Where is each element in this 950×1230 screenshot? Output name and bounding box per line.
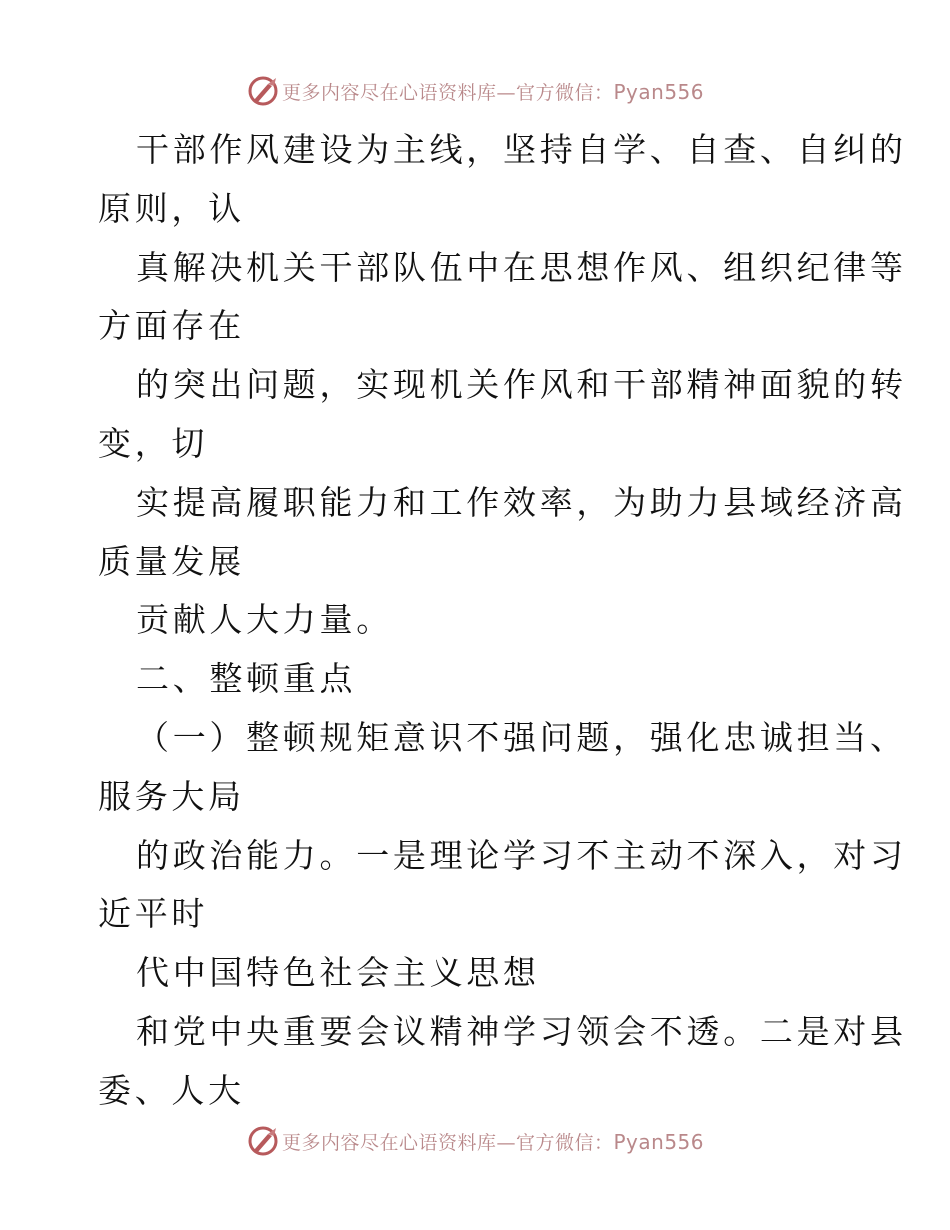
quill-logo-icon — [246, 74, 280, 108]
text-line: 干部作风建设为主线，坚持自学、自查、自纠的 — [136, 130, 907, 169]
text-line: 的突出问题，实现机关作风和干部精神面貌的转 — [136, 365, 907, 405]
watermark-text — [282, 1128, 704, 1155]
watermark-handle: Pyan556 — [613, 1129, 705, 1154]
text-line: 委、人大 — [98, 1070, 245, 1110]
text-line: 原则，认 — [98, 188, 245, 228]
text-line: 二、整顿重点 — [136, 659, 357, 699]
text-line: 的政治能力。一是理论学习不主动不深入，对习 — [136, 835, 907, 875]
document-body — [98, 121, 907, 1121]
text-line: 变，切 — [98, 423, 209, 463]
text-line: （一）整顿规矩意识不强问题，强化忠诚担当、 — [136, 717, 907, 757]
text-line: 和党中央重要会议精神学习领会不透。二是对县 — [136, 1011, 907, 1051]
watermark-label: 更多内容尽在心语资料库—官方微信： — [281, 1131, 614, 1154]
text-line: 近平时 — [98, 894, 209, 934]
watermark-handle: Pyan556 — [613, 79, 705, 104]
footer-watermark — [0, 1121, 950, 1161]
quill-logo-icon — [246, 1124, 280, 1158]
watermark-label: 更多内容尽在心语资料库—官方微信： — [281, 81, 614, 104]
text-line: 贡献人大力量。 — [136, 600, 393, 640]
watermark-text — [282, 78, 704, 105]
text-line: 真解决机关干部队伍中在思想作风、组织纪律等 — [136, 247, 907, 287]
text-line: 代中国特色社会主义思想 — [136, 953, 540, 993]
text-line: 实提高履职能力和工作效率，为助力县域经济高 — [136, 482, 907, 522]
text-line: 服务大局 — [98, 776, 245, 816]
text-line: 方面存在 — [98, 306, 245, 346]
text-line: 质量发展 — [98, 541, 245, 581]
header-watermark — [0, 71, 950, 111]
